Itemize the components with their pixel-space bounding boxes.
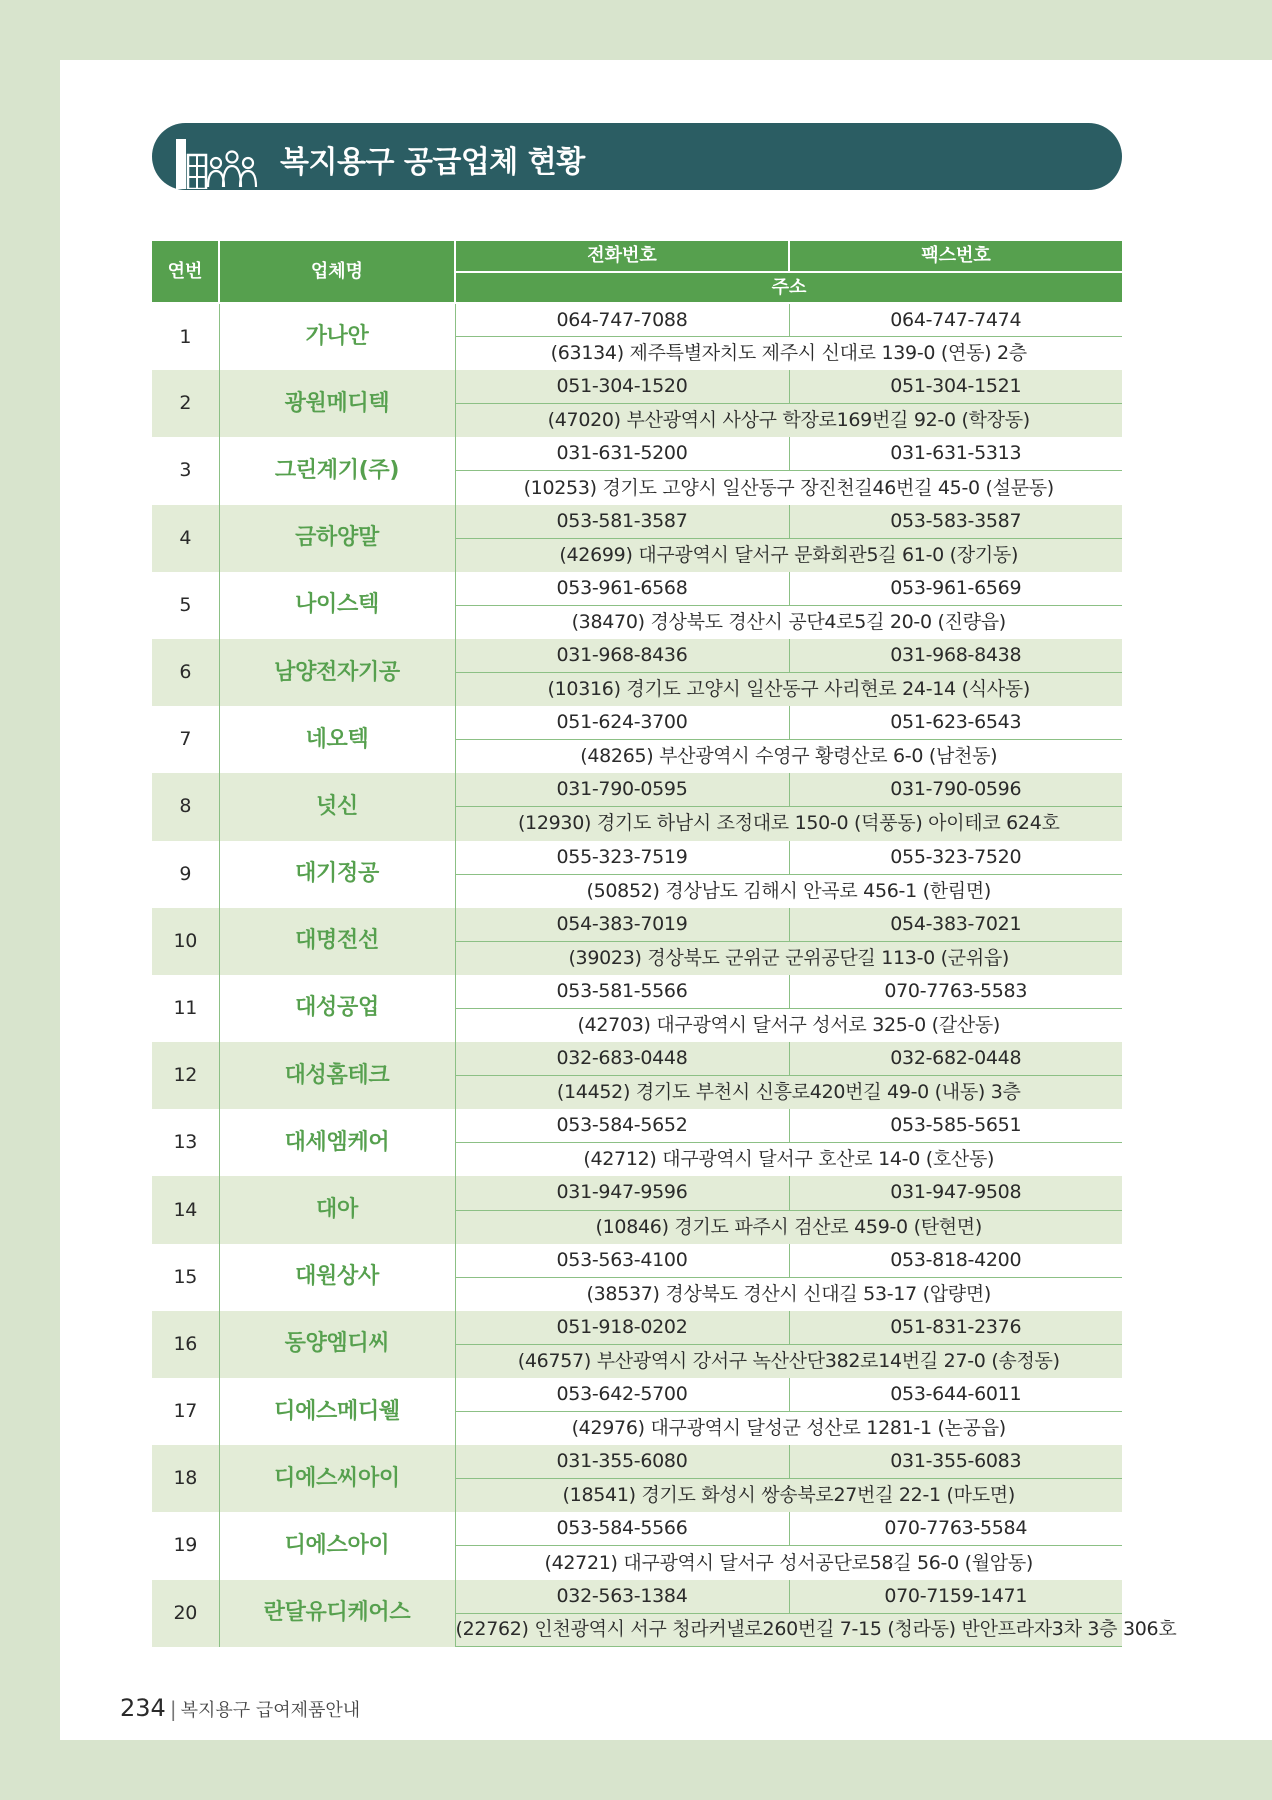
col-header-tel: 전화번호	[455, 241, 789, 272]
fax-number: 031-947-9508	[789, 1176, 1122, 1210]
table-row	[152, 437, 1122, 471]
row-number: 10	[152, 908, 219, 975]
company-name: 금하양말	[219, 505, 455, 572]
row-number: 3	[152, 437, 219, 504]
address: (12930) 경기도 하남시 조정대로 150-0 (덕풍동) 아이테코 624호	[455, 807, 1122, 841]
address: (50852) 경상남도 김해시 안곡로 456-1 (한림면)	[455, 874, 1122, 908]
company-name: 남양전자기공	[219, 639, 455, 706]
col-header-fax: 팩스번호	[789, 241, 1122, 272]
fax-number: 053-818-4200	[789, 1244, 1122, 1278]
address: (42699) 대구광역시 달서구 문화회관5길 61-0 (장기동)	[455, 538, 1122, 572]
phone-number: 031-947-9596	[455, 1176, 789, 1210]
row-number: 6	[152, 639, 219, 706]
fax-number: 051-831-2376	[789, 1311, 1122, 1345]
table-row	[152, 908, 1122, 942]
company-name: 디에스메디웰	[219, 1378, 455, 1445]
company-name: 대명전선	[219, 908, 455, 975]
row-number: 15	[152, 1244, 219, 1311]
address: (22762) 인천광역시 서구 청라커낼로260번길 7-15 (청라동) 반안프라자3차 3층 306호	[455, 1613, 1122, 1647]
row-number: 1	[152, 303, 219, 370]
col-header-address: 주소	[455, 272, 1122, 303]
row-number: 7	[152, 706, 219, 773]
table-row	[152, 706, 1122, 740]
company-name: 대원상사	[219, 1244, 455, 1311]
row-number: 14	[152, 1176, 219, 1243]
fax-number: 031-968-8438	[789, 639, 1122, 673]
address: (47020) 부산광역시 사상구 학장로169번길 92-0 (학장동)	[455, 404, 1122, 438]
footer-section-title: 복지용구 급여제품안내	[180, 1700, 361, 1721]
company-name: 넛신	[219, 773, 455, 840]
phone-number: 053-961-6568	[455, 572, 789, 606]
fax-number: 064-747-7474	[789, 303, 1122, 337]
fax-number: 070-7763-5583	[789, 975, 1122, 1009]
company-name: 그린계기(주)	[219, 437, 455, 504]
row-number: 17	[152, 1378, 219, 1445]
building-people-icon	[176, 137, 276, 189]
fax-number: 053-961-6569	[789, 572, 1122, 606]
address: (38537) 경상북도 경산시 신대길 53-17 (압량면)	[455, 1277, 1122, 1311]
table-row	[152, 1378, 1122, 1412]
company-name: 광원메디텍	[219, 370, 455, 437]
table-row	[152, 1445, 1122, 1479]
col-header-name: 업체명	[219, 241, 455, 303]
phone-number: 051-918-0202	[455, 1311, 789, 1345]
company-name: 대세엠케어	[219, 1109, 455, 1176]
table-row	[152, 841, 1122, 875]
row-number: 16	[152, 1311, 219, 1378]
fax-number: 055-323-7520	[789, 841, 1122, 875]
company-name: 나이스텍	[219, 572, 455, 639]
company-name: 대기정공	[219, 841, 455, 908]
address: (48265) 부산광역시 수영구 황령산로 6-0 (남천동)	[455, 740, 1122, 774]
col-header-no: 연번	[152, 241, 219, 303]
phone-number: 064-747-7088	[455, 303, 789, 337]
company-name: 가나안	[219, 303, 455, 370]
table-row	[152, 1580, 1122, 1614]
address: (14452) 경기도 부천시 신흥로420번길 49-0 (내동) 3층	[455, 1076, 1122, 1110]
table-row	[152, 639, 1122, 673]
table-row	[152, 1176, 1122, 1210]
page-footer	[120, 1694, 360, 1722]
table-row	[152, 1311, 1122, 1345]
footer-separator: |	[169, 1697, 177, 1721]
table-row	[152, 1244, 1122, 1278]
company-name: 대성공업	[219, 975, 455, 1042]
row-number: 18	[152, 1445, 219, 1512]
phone-number: 031-631-5200	[455, 437, 789, 471]
company-name: 대아	[219, 1176, 455, 1243]
address: (39023) 경상북도 군위군 군위공단길 113-0 (군위읍)	[455, 941, 1122, 975]
address: (38470) 경상북도 경산시 공단4로5길 20-0 (진량읍)	[455, 605, 1122, 639]
fax-number: 051-304-1521	[789, 370, 1122, 404]
fax-number: 032-682-0448	[789, 1042, 1122, 1076]
address: (18541) 경기도 화성시 쌍송북로27번길 22-1 (마도면)	[455, 1479, 1122, 1513]
table-row	[152, 572, 1122, 606]
table-row	[152, 1109, 1122, 1143]
phone-number: 031-968-8436	[455, 639, 789, 673]
row-number: 5	[152, 572, 219, 639]
address: (42721) 대구광역시 달서구 성서공단로58길 56-0 (월암동)	[455, 1546, 1122, 1580]
fax-number: 031-631-5313	[789, 437, 1122, 471]
table-row	[152, 370, 1122, 404]
phone-number: 053-563-4100	[455, 1244, 789, 1278]
address: (10846) 경기도 파주시 검산로 459-0 (탄현면)	[455, 1210, 1122, 1244]
fax-number: 070-7159-1471	[789, 1580, 1122, 1614]
table-row	[152, 505, 1122, 539]
fax-number: 053-644-6011	[789, 1378, 1122, 1412]
phone-number: 053-584-5652	[455, 1109, 789, 1143]
fax-number: 070-7763-5584	[789, 1512, 1122, 1546]
phone-number: 031-355-6080	[455, 1445, 789, 1479]
row-number: 2	[152, 370, 219, 437]
page-number: 234	[120, 1694, 166, 1722]
address: (42712) 대구광역시 달서구 호산로 14-0 (호산동)	[455, 1143, 1122, 1177]
fax-number: 054-383-7021	[789, 908, 1122, 942]
phone-number: 055-323-7519	[455, 841, 789, 875]
fax-number: 031-790-0596	[789, 773, 1122, 807]
row-number: 19	[152, 1512, 219, 1579]
company-name: 네오텍	[219, 706, 455, 773]
row-number: 20	[152, 1580, 219, 1647]
table-row	[152, 975, 1122, 1009]
phone-number: 053-584-5566	[455, 1512, 789, 1546]
address: (42976) 대구광역시 달성군 성산로 1281-1 (논공읍)	[455, 1412, 1122, 1446]
title-banner	[152, 123, 1122, 190]
phone-number: 053-642-5700	[455, 1378, 789, 1412]
supplier-table	[152, 241, 1177, 1647]
address: (10316) 경기도 고양시 일산동구 사리현로 24-14 (식사동)	[455, 673, 1122, 707]
table-row	[152, 1512, 1122, 1546]
company-name: 디에스아이	[219, 1512, 455, 1579]
row-number: 11	[152, 975, 219, 1042]
row-number: 13	[152, 1109, 219, 1176]
row-number: 8	[152, 773, 219, 840]
fax-number: 051-623-6543	[789, 706, 1122, 740]
phone-number: 053-581-5566	[455, 975, 789, 1009]
fax-number: 053-585-5651	[789, 1109, 1122, 1143]
phone-number: 032-683-0448	[455, 1042, 789, 1076]
row-number: 12	[152, 1042, 219, 1109]
phone-number: 051-624-3700	[455, 706, 789, 740]
table-row	[152, 1042, 1122, 1076]
phone-number: 032-563-1384	[455, 1580, 789, 1614]
phone-number: 031-790-0595	[455, 773, 789, 807]
address: (63134) 제주특별자치도 제주시 신대로 139-0 (연동) 2층	[455, 337, 1122, 371]
fax-number: 053-583-3587	[789, 505, 1122, 539]
company-name: 디에스씨아이	[219, 1445, 455, 1512]
table-row	[152, 303, 1122, 337]
row-number: 4	[152, 505, 219, 572]
page-title: 복지용구 공급업체 현황	[280, 145, 585, 180]
address: (46757) 부산광역시 강서구 녹산산단382로14번길 27-0 (송정동)	[455, 1344, 1122, 1378]
fax-number: 031-355-6083	[789, 1445, 1122, 1479]
row-number: 9	[152, 841, 219, 908]
phone-number: 053-581-3587	[455, 505, 789, 539]
company-name: 대성홈테크	[219, 1042, 455, 1109]
company-name: 동양엠디씨	[219, 1311, 455, 1378]
address: (10253) 경기도 고양시 일산동구 장진천길46번길 45-0 (설문동)	[455, 471, 1122, 505]
phone-number: 051-304-1520	[455, 370, 789, 404]
company-name: 란달유디케어스	[219, 1580, 455, 1647]
phone-number: 054-383-7019	[455, 908, 789, 942]
table-row	[152, 773, 1122, 807]
address: (42703) 대구광역시 달서구 성서로 325-0 (갈산동)	[455, 1008, 1122, 1042]
